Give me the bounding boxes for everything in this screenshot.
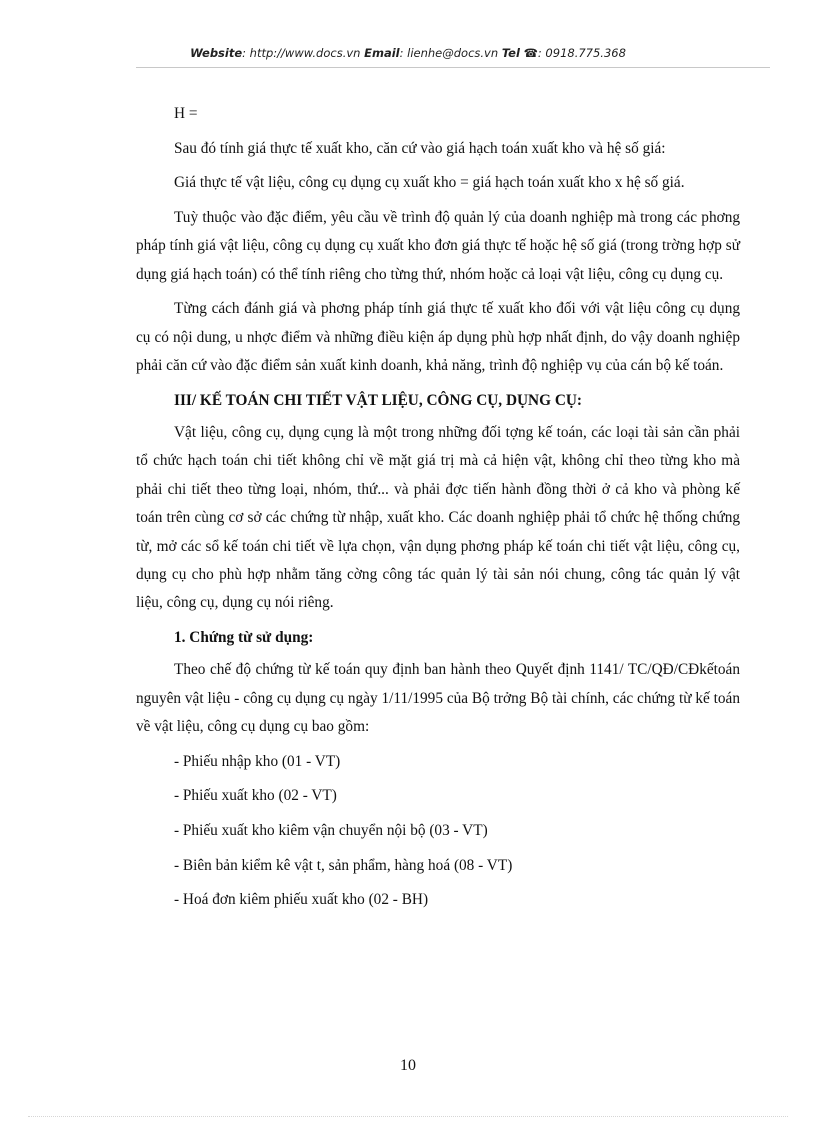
paragraph: Tuỳ thuộc vào đặc điểm, yêu cầu về trình độ quản lý của doanh nghiệp mà trong các phơng pháp tính giá vật liệu, công cụ dụng cụ xuất kho đơn giá thực tế hoặc hệ số giá (trong trờng hợp sử dụng giá hạch toán) có thể tính riêng cho từng thứ, nhóm hoặc cả loại vật liệu, công cụ dụng cụ. [136, 208, 740, 283]
paragraph-formula: H = [174, 105, 198, 122]
tel-value: : 0918.775.368 [537, 46, 626, 60]
paragraph: Theo chế độ chứng từ kế toán quy định ban hành theo Quyết định 1141/ TC/QĐ/CĐkếtoán nguyên vật liệu - công cụ dụng cụ ngày 1/11/1995 của Bộ trởng Bộ tài chính, các chứng từ kế toán về vật liệu, công cụ dụng cụ bao gồm: [136, 661, 740, 736]
subsection-heading: 1. Chứng từ sử dụng: [174, 629, 314, 647]
list-item: - Phiếu nhập kho (01 - VT) [174, 752, 341, 770]
list-item: - Hoá đơn kiêm phiếu xuất kho (02 - BH) [174, 891, 429, 909]
footer-divider [28, 1116, 788, 1117]
page-header [0, 46, 816, 60]
phone-icon: ☎ [523, 46, 538, 60]
list-item: - Biên bản kiểm kê vật t, sản phẩm, hàng hoá (08 - VT) [174, 856, 513, 874]
paragraph: Sau đó tính giá thực tế xuất kho, căn cứ vào giá hạch toán xuất kho và hệ số giá: [174, 139, 666, 157]
section-heading: III/ KẾ TOÁN CHI TIẾT VẬT LIỆU, CÔNG CỤ, DỤNG CỤ: [174, 391, 583, 409]
list-item: - Phiếu xuất kho (02 - VT) [174, 787, 337, 805]
paragraph: Giá thực tế vật liệu, công cụ dụng cụ xuất kho = giá hạch toán xuất kho x hệ số giá. [174, 174, 685, 192]
list-item: - Phiếu xuất kho kiêm vận chuyển nội bộ (03 - VT) [174, 822, 488, 840]
website-label: Website [190, 46, 243, 60]
email-value: : lienhe@docs.vn [399, 46, 499, 60]
header-divider [136, 67, 770, 68]
tel-label: Tel [501, 46, 520, 60]
document-body [136, 100, 740, 921]
paragraph: Từng cách đánh giá và phơng pháp tính giá thực tế xuất kho đối với vật liệu công cụ dụng cụ có nội dung, u nhợc điểm và những điều kiện áp dụng phù hợp nhất định, do vậy doanh nghiệp phải căn cứ vào đặc điểm sản xuất kinh doanh, khả năng, trình độ nghiệp vụ của cán bộ kế toán. [136, 300, 740, 374]
paragraph: Vật liệu, công cụ, dụng cụng là một trong những đối tợng kế toán, các loại tài sản cần phải tổ chức hạch toán chi tiết không chỉ về mặt giá trị mà cả hiện vật, không chỉ theo từng kho mà phải chi tiết theo từng loại, nhóm, thứ... và phải đợc tiến hành đồng thời ở cả kho và phòng kế toán trên cùng cơ sở các chứng từ nhập, xuất kho. Các doanh nghiệp phải tổ chức hệ thống chứng từ, mở các sổ kế toán chi tiết về lựa chọn, vận dụng phơng pháp kế toán chi tiết vật liệu, công cụ, dụng cụ cho phù hợp nhằm tăng cờng công tác quản lý tài sản nói chung, công tác quản lý vật liệu, công cụ, dụng cụ nói riêng. [136, 424, 740, 612]
website-value: : http://www.docs.vn [242, 46, 361, 60]
page-number: 10 [400, 1057, 416, 1074]
email-label: Email [364, 46, 400, 60]
